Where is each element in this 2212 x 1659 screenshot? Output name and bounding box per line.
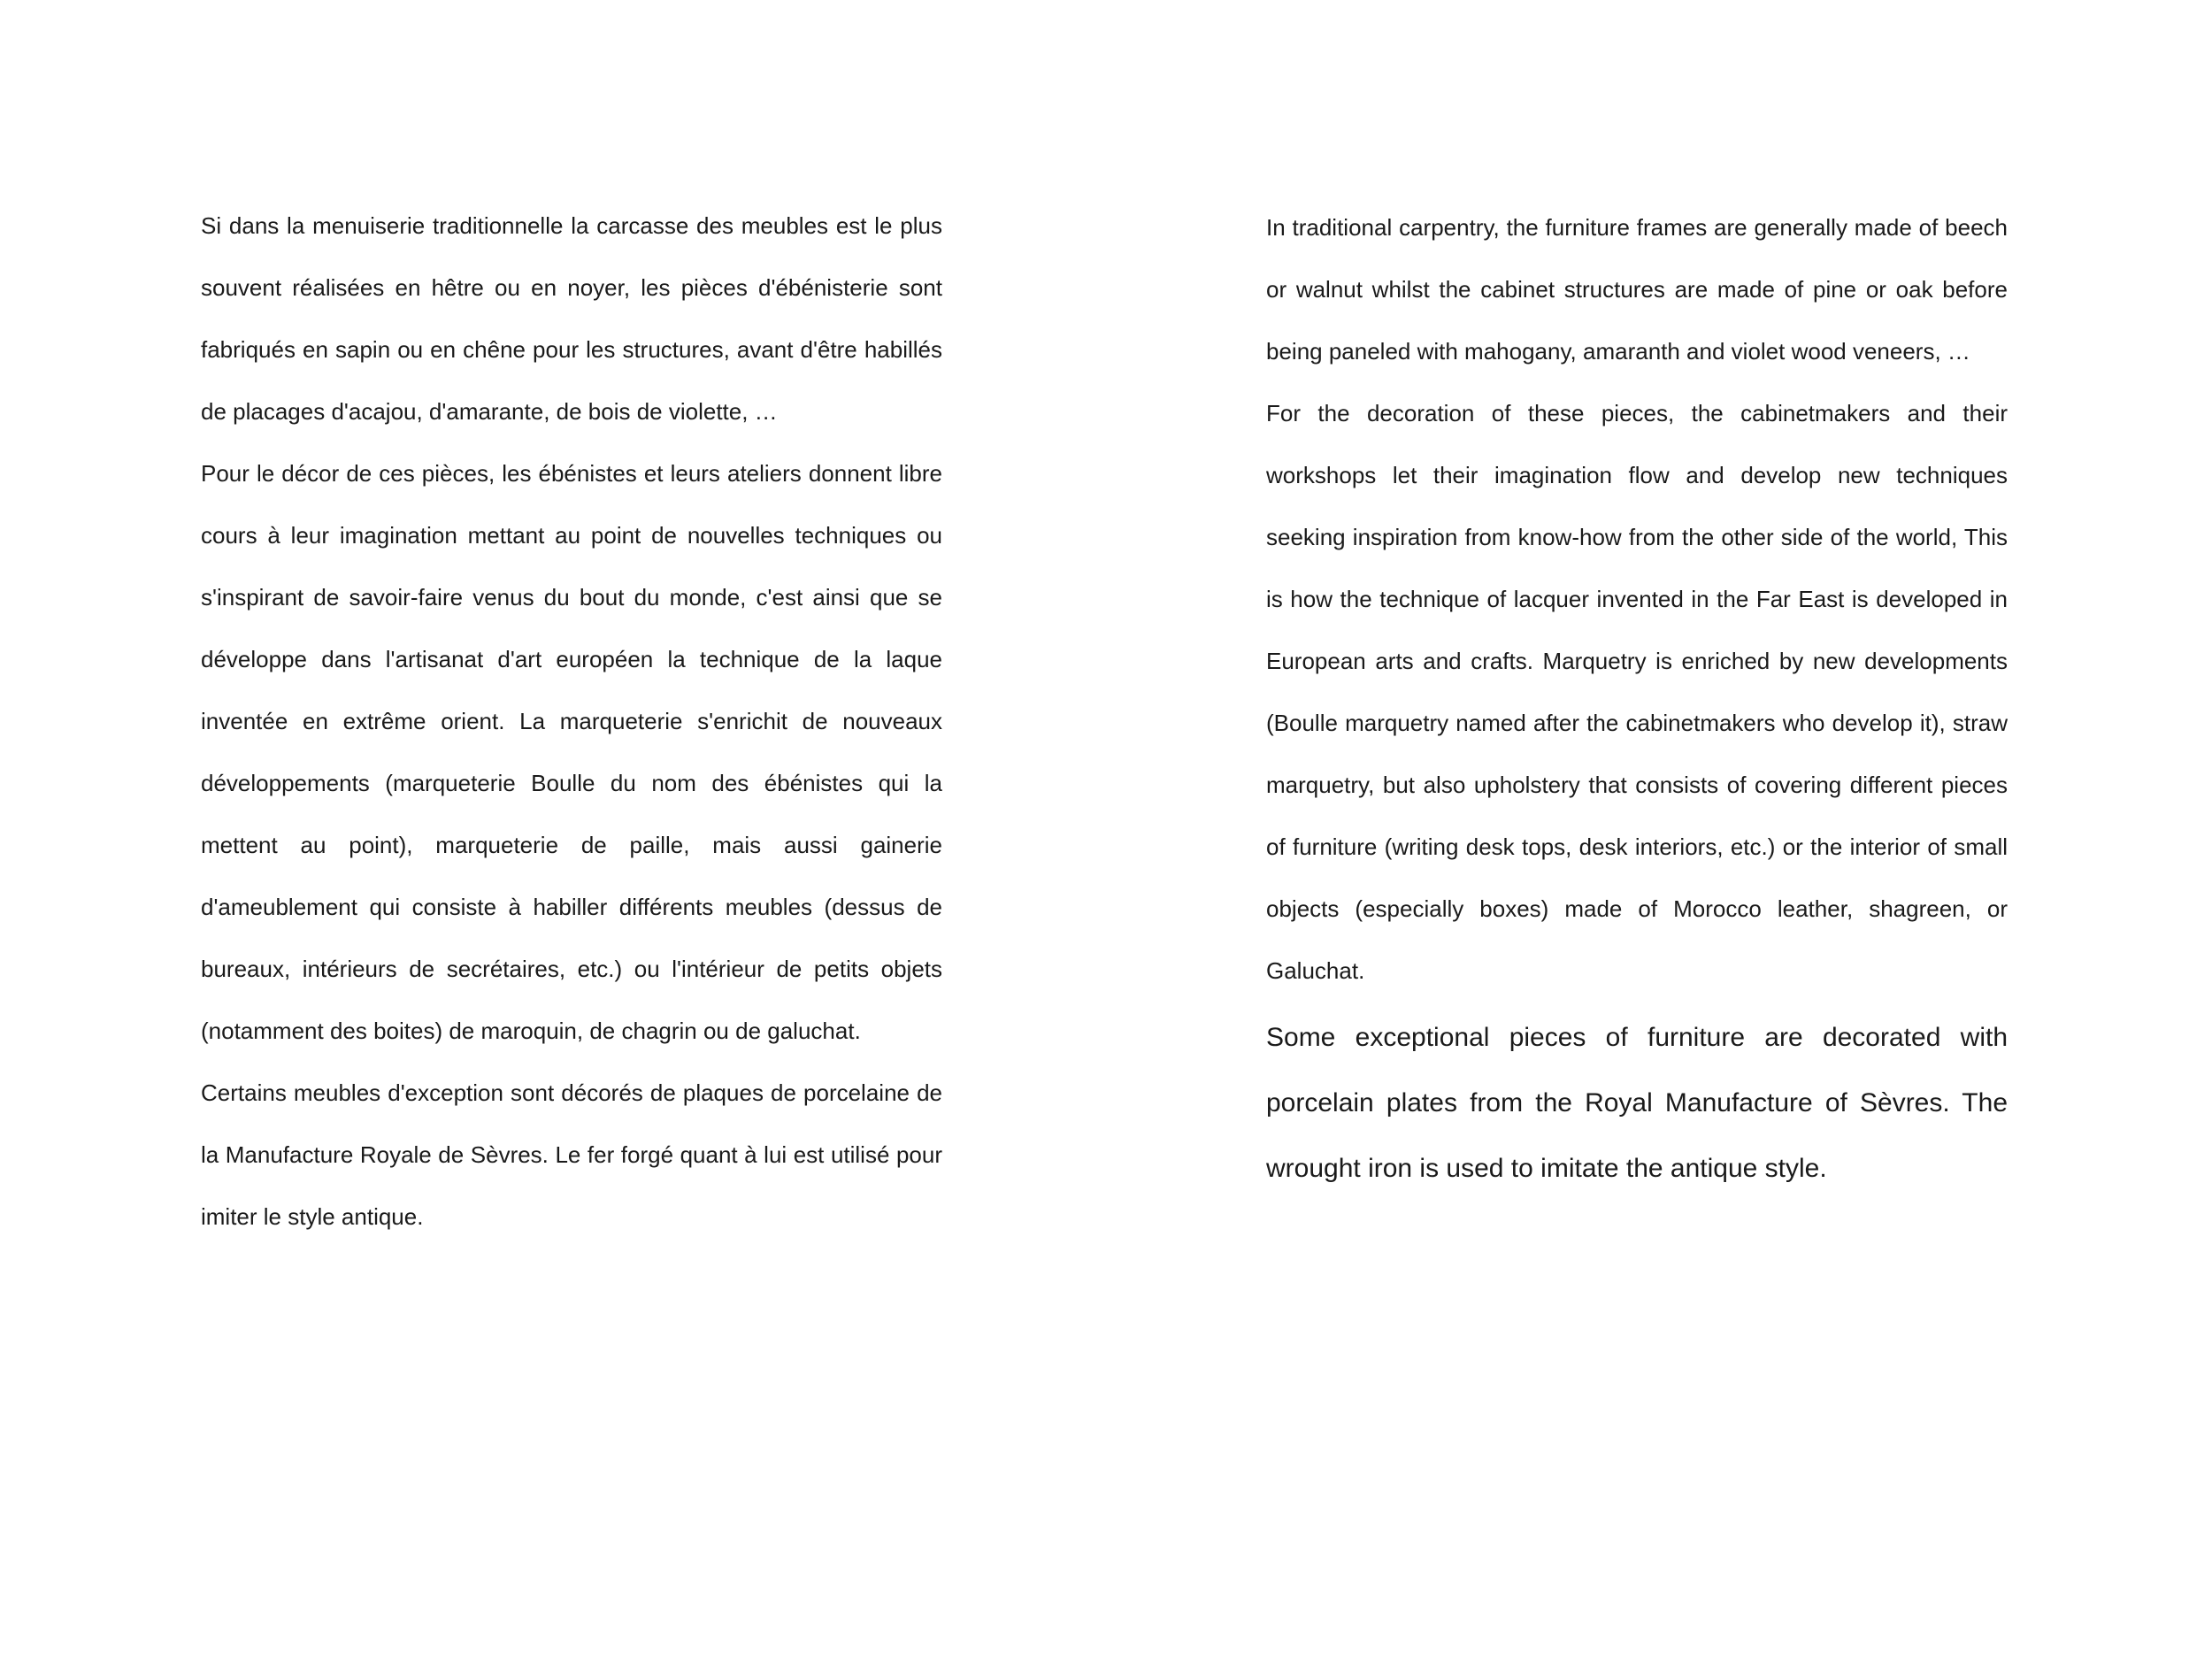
english-paragraph-3: Some exceptional pieces of furniture are decorated with porcelain plates from the Royal Manufacture of Sèvres. The wrought iron is used to imitate the antique style.: [1266, 1023, 2008, 1183]
french-paragraph-1: Si dans la menuiserie traditionnelle la carcasse des meubles est le plus souvent réalisées en hêtre ou en noyer, les pièces d'ébénisterie sont fabriqués en sapin ou en chêne pour les structures, avant d'être habillés de placages d'acajou, d'amarante, de bois de violette, …: [201, 212, 942, 425]
french-text-column: [201, 195, 942, 1248]
french-paragraph-2: Pour le décor de ces pièces, les ébénistes et leurs ateliers donnent libre cours à leur imagination mettant au point de nouvelles techniques ou s'inspirant de savoir-faire venus du bout du monde, c'est ainsi que se développe dans l'artisanat d'art européen la technique de la laque inventée en extrême orient. La marqueterie s'enrichit de nouveaux développements (marqueterie Boulle du nom des ébénistes qui la mettent au point), marqueterie de paille, mais aussi gainerie d'ameublement qui consiste à habiller différents meubles (dessus de bureaux, intérieurs de secrétaires, etc.) ou l'intérieur de petits objets (notamment des boites) de maroquin, de chagrin ou de galuchat.: [201, 460, 942, 1044]
english-paragraph-1: In traditional carpentry, the furniture frames are generally made of beech or walnut whilst the cabinet structures are made of pine or oak before being paneled with mahogany, amaranth and violet wood veneers, …: [1266, 214, 2008, 365]
english-text-column: [1266, 196, 2008, 1202]
french-paragraph-3: Certains meubles d'exception sont décorés de plaques de porcelaine de la Manufacture Royale de Sèvres. Le fer forgé quant à lui est utilisé pour imiter le style antique.: [201, 1079, 942, 1230]
english-paragraph-2: For the decoration of these pieces, the cabinetmakers and their workshops let their imagination flow and develop new techniques seeking inspiration from know-how from the other side of the world, This is how the technique of lacquer invented in the Far East is developed in European arts and crafts. Marquetry is enriched by new developments (Boulle marquetry named after the cabinetmakers who develop it), straw marquetry, but also upholstery that consists of covering different pieces of furniture (writing desk tops, desk interiors, etc.) or the interior of small objects (especially boxes) made of Morocco leather, shagreen, or Galuchat.: [1266, 400, 2008, 984]
